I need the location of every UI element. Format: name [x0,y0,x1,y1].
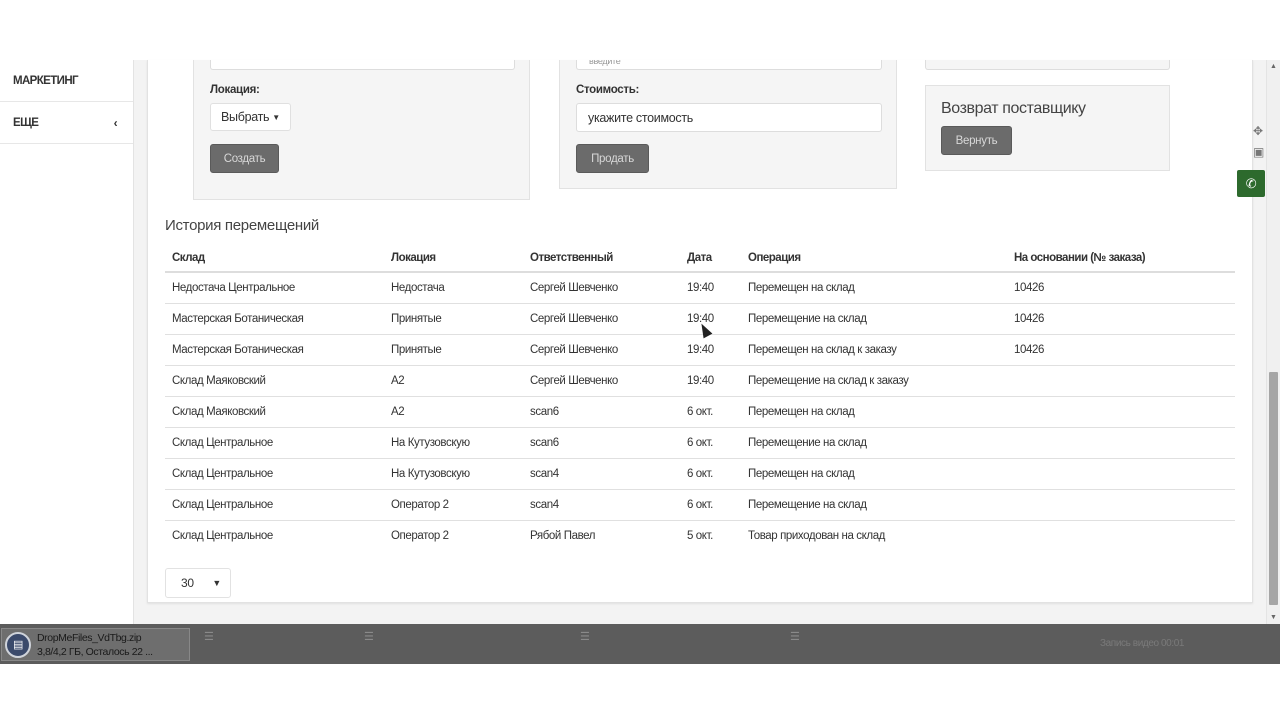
os-taskbar [0,624,1280,664]
cell-operation: Перемещение на склад [741,489,1007,520]
per-page-select[interactable] [165,568,231,598]
cell-warehouse: Склад Маяковский [165,365,384,396]
cell-order [1007,489,1235,520]
cell-responsible: scan4 [523,489,680,520]
previous-card-bottom [925,60,1170,70]
return-card [925,85,1170,171]
sidebar-item-label: ЕЩЕ [13,116,39,129]
cell-order [1007,458,1235,489]
previous-field[interactable]: введите [576,60,882,70]
phone-icon: ✆ [1245,175,1257,191]
column-header-responsible[interactable]: Ответственный [523,245,680,272]
cell-location: Оператор 2 [384,489,523,520]
bottom-area [0,664,1280,720]
taskbar-grip-icon: ☰ [580,631,590,643]
cell-responsible: Сергей Шевченко [523,272,680,303]
cell-warehouse: Мастерская Ботаническая [165,334,384,365]
cell-date: 19:40 [680,365,741,396]
return-button[interactable]: Вернуть [941,126,1012,155]
cell-responsible: scan6 [523,396,680,427]
table-row [165,365,1235,396]
cell-location: Принятые [384,334,523,365]
cell-warehouse: Склад Центральное [165,427,384,458]
cell-order [1007,520,1235,551]
move-icon[interactable]: ✥ [1253,124,1263,138]
table-row [165,458,1235,489]
sidebar-item-more[interactable] [0,102,133,144]
cell-order [1007,427,1235,458]
taskbar-item-title: DropMeFiles_VdTbg.zip [37,631,142,644]
cell-warehouse: Склад Центральное [165,489,384,520]
cell-operation: Перемещен на склад [741,272,1007,303]
tray-recording-text: Запись видео 00:01 [1100,638,1185,649]
column-header-warehouse[interactable]: Склад [165,245,384,272]
cell-warehouse: Мастерская Ботаническая [165,303,384,334]
cell-operation: Перемещен на склад к заказу [741,334,1007,365]
cost-label: Стоимость: [576,84,640,96]
sale-card [559,60,897,189]
column-header-date[interactable]: Дата [680,245,741,272]
history-table [165,245,1235,551]
taskbar-grip-icon: ☰ [790,631,800,643]
sell-button[interactable]: Продать [576,144,649,173]
column-header-operation[interactable]: Операция [741,245,1007,272]
cell-location: Оператор 2 [391,529,449,542]
cell-responsible: Сергей Шевченко [523,334,680,365]
cell-responsible: Сергей Шевченко [523,303,680,334]
per-page-value: 30 [181,576,194,590]
column-header-order-basis[interactable]: На основании (№ заказа) [1007,245,1235,272]
cell-location: А2 [384,396,523,427]
cell-warehouse: Склад Маяковский [165,396,384,427]
sidebar-item-marketing[interactable] [0,60,133,102]
cell-operation: Перемещен на склад [741,396,1007,427]
sidebar [0,60,134,624]
cell-operation: Перемещение на склад [741,303,1007,334]
scroll-up-arrow-icon[interactable]: ▲ [1270,63,1277,70]
table-row [165,489,1235,520]
cell-warehouse: Склад Центральное [172,529,273,542]
sidebar-item-label: МАРКЕТИНГ [13,74,78,87]
cell-order: 10426 [1007,272,1235,303]
cell-date: 6 окт. [680,396,741,427]
cost-input[interactable]: укажите стоимость [576,103,882,132]
cell-order: 10426 [1007,303,1235,334]
cell-operation: Товар приходован на склад [748,529,885,542]
cell-order [1007,396,1235,427]
return-title: Возврат поставщику [941,100,1086,117]
location-dropdown-label: Выбрать [221,110,270,124]
column-header-location[interactable]: Локация [384,245,523,272]
cell-order [1007,365,1235,396]
cell-date: 5 окт. [687,529,713,542]
table-header-row [165,245,1235,272]
taskbar-item-status: 3,8/4,2 ГБ, Осталось 22 ... [37,645,153,658]
content-area [134,60,1266,624]
cell-date: 19:40 [680,334,741,365]
taskbar-grip-icon: ☰ [364,631,374,643]
location-card [193,60,530,200]
caret-down-icon: ▼ [272,112,280,122]
top-bar [0,0,1280,60]
cell-date: 6 окт. [680,458,741,489]
cell-date: 6 окт. [680,489,741,520]
cell-location: Недостача [384,272,523,303]
taskbar-grip-icon: ☰ [204,631,214,643]
table-row [165,334,1235,365]
cell-responsible: scan6 [523,427,680,458]
create-button[interactable]: Создать [210,144,279,173]
caret-down-icon: ▼ [212,578,221,588]
archive-icon: ▤ [5,632,31,658]
chevron-left-icon: ‹ [113,115,117,130]
previous-field[interactable] [210,60,515,70]
cell-location: Принятые [384,303,523,334]
cell-operation: Перемещен на склад [741,458,1007,489]
location-dropdown[interactable] [210,103,291,131]
table-row [165,520,1235,551]
cell-responsible: Рябой Павел [530,529,596,542]
location-label: Локация: [210,84,260,96]
cell-operation: Перемещение на склад [741,427,1007,458]
page-scrollbar[interactable] [1266,60,1280,624]
cell-date: 19:40 [680,272,741,303]
scroll-thumb[interactable] [1269,372,1278,605]
cell-location: На Кутузовскую [384,458,523,489]
taskbar-item-text [37,631,153,659]
cell-responsible: Сергей Шевченко [523,365,680,396]
cell-location: На Кутузовскую [384,427,523,458]
cell-warehouse: Склад Центральное [165,458,384,489]
cell-date: 19:40 [680,303,741,334]
history-title: История перемещений [165,217,319,234]
cell-location: А2 [384,365,523,396]
cell-responsible: scan4 [523,458,680,489]
table-row [165,427,1235,458]
cell-order: 10426 [1007,334,1235,365]
cell-date: 6 окт. [680,427,741,458]
cell-warehouse: Недостача Центральное [165,272,384,303]
phone-button[interactable] [1237,170,1265,197]
cell-operation: Перемещение на склад к заказу [741,365,1007,396]
bag-icon[interactable]: ▣ [1253,145,1265,159]
scroll-down-arrow-icon[interactable]: ▼ [1270,614,1277,621]
taskbar-item-download[interactable] [1,628,190,661]
table-row [165,272,1235,303]
table-row [165,396,1235,427]
